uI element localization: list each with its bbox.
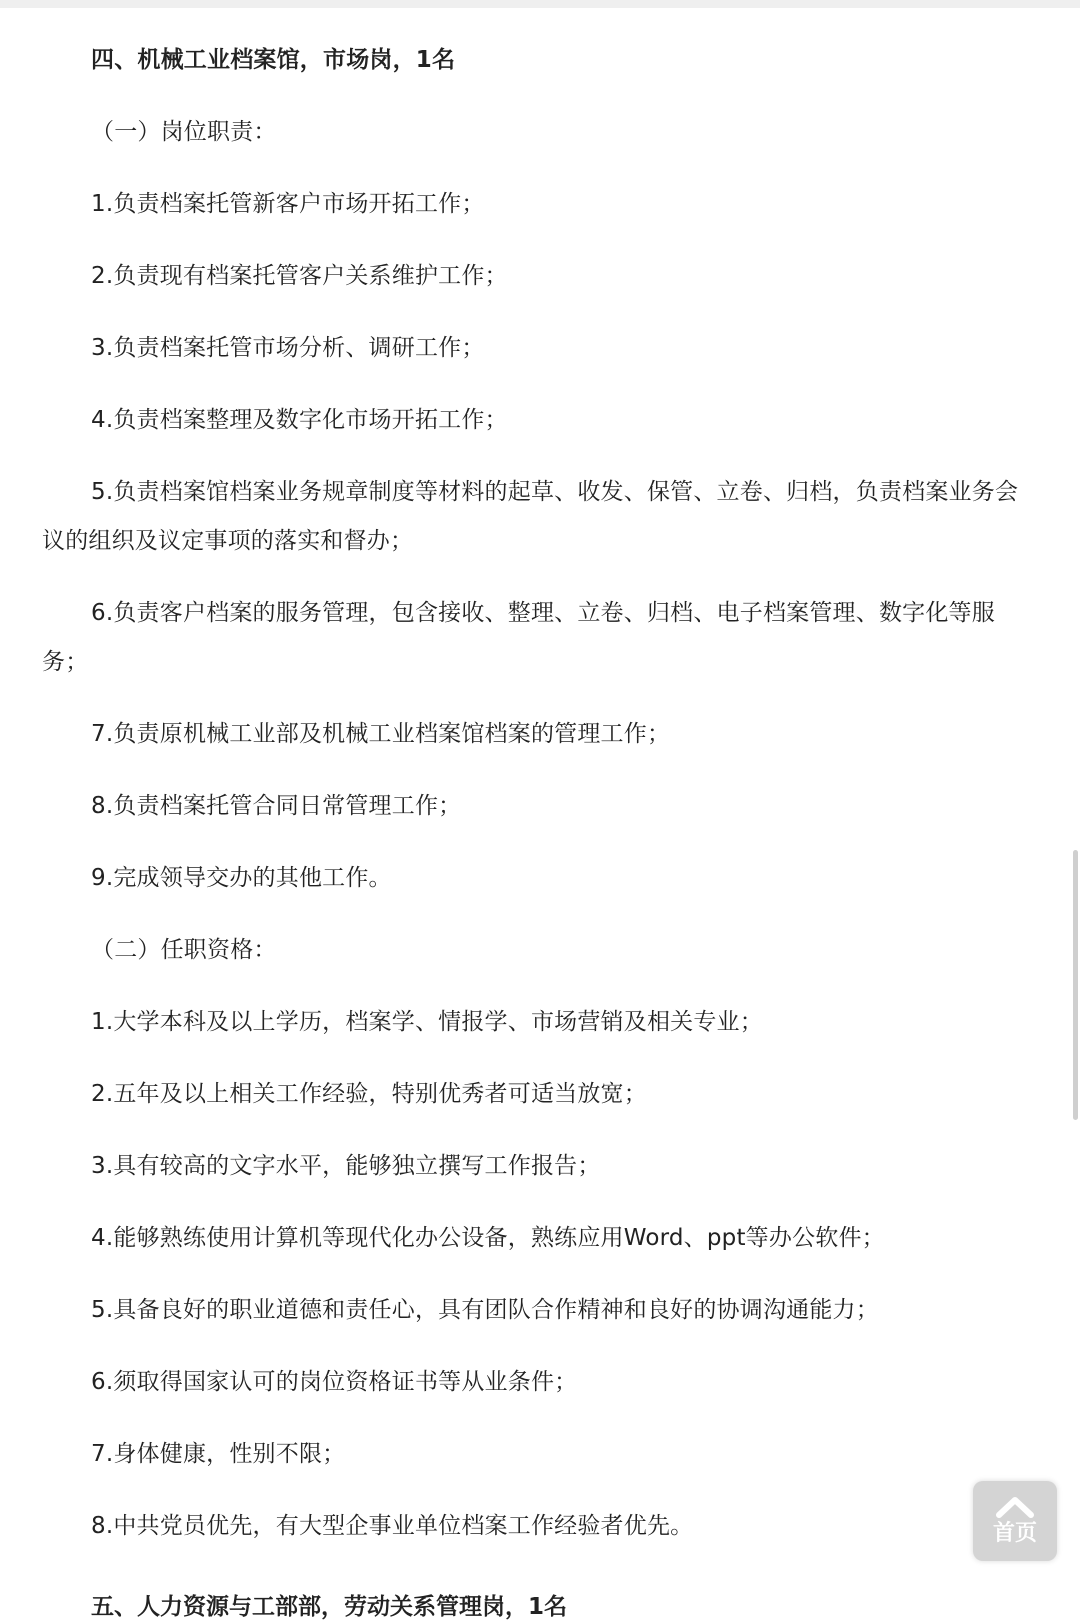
section-heading: 四、机械工业档案馆，市场岗，1名	[91, 47, 456, 73]
article-body	[42, 36, 1032, 1574]
duty-item: 3.负责档案托管市场分析、调研工作；	[91, 335, 485, 361]
duty-item: 9.完成领导交办的其他工作。	[91, 865, 392, 891]
duty-item: 5.负责档案馆档案业务规章制度等材料的起草、收发、保管、立卷、归档，负责档案业务会议的组织及议定事项的落实和督办；	[42, 479, 1019, 554]
duty-item: 1.负责档案托管新客户市场开拓工作；	[91, 191, 485, 217]
next-section-heading-partial: 五、人力资源与工部部，劳动关系管理岗，1名	[91, 1594, 568, 1620]
chevron-up-icon	[995, 1496, 1035, 1518]
home-button-label: 首页	[992, 1521, 1037, 1546]
qualifications-subtitle: （二）任职资格：	[91, 937, 277, 963]
duty-item: 2.负责现有档案托管客户关系维护工作；	[91, 263, 508, 289]
qualification-item: 2.五年及以上相关工作经验，特别优秀者可适当放宽；	[91, 1081, 647, 1107]
duty-item: 4.负责档案整理及数字化市场开拓工作；	[91, 407, 508, 433]
qualification-item: 6.须取得国家认可的岗位资格证书等从业条件；	[91, 1369, 578, 1395]
qualification-item: 7.身体健康，性别不限；	[91, 1441, 346, 1467]
qualification-item: 3.具有较高的文字水平，能够独立撰写工作报告；	[91, 1153, 601, 1179]
duties-subtitle: （一）岗位职责：	[91, 119, 277, 145]
qualification-item: 5.具备良好的职业道德和责任心，具有团队合作精神和良好的协调沟通能力；	[91, 1297, 879, 1323]
qualification-item: 4.能够熟练使用计算机等现代化办公设备，熟练应用Word、ppt等办公软件；	[91, 1225, 885, 1251]
qualification-item: 1.大学本科及以上学历，档案学、情报学、市场营销及相关专业；	[91, 1009, 763, 1035]
duty-item: 8.负责档案托管合同日常管理工作；	[91, 793, 462, 819]
top-strip	[0, 0, 1080, 8]
qualification-item: 8.中共党员优先，有大型企事业单位档案工作经验者优先。	[91, 1513, 694, 1539]
scrollbar-thumb[interactable]	[1073, 850, 1078, 1120]
home-button[interactable]	[973, 1481, 1057, 1561]
duty-item: 7.负责原机械工业部及机械工业档案馆档案的管理工作；	[91, 721, 671, 747]
duty-item: 6.负责客户档案的服务管理，包含接收、整理、立卷、归档、电子档案管理、数字化等服务；	[42, 600, 995, 675]
